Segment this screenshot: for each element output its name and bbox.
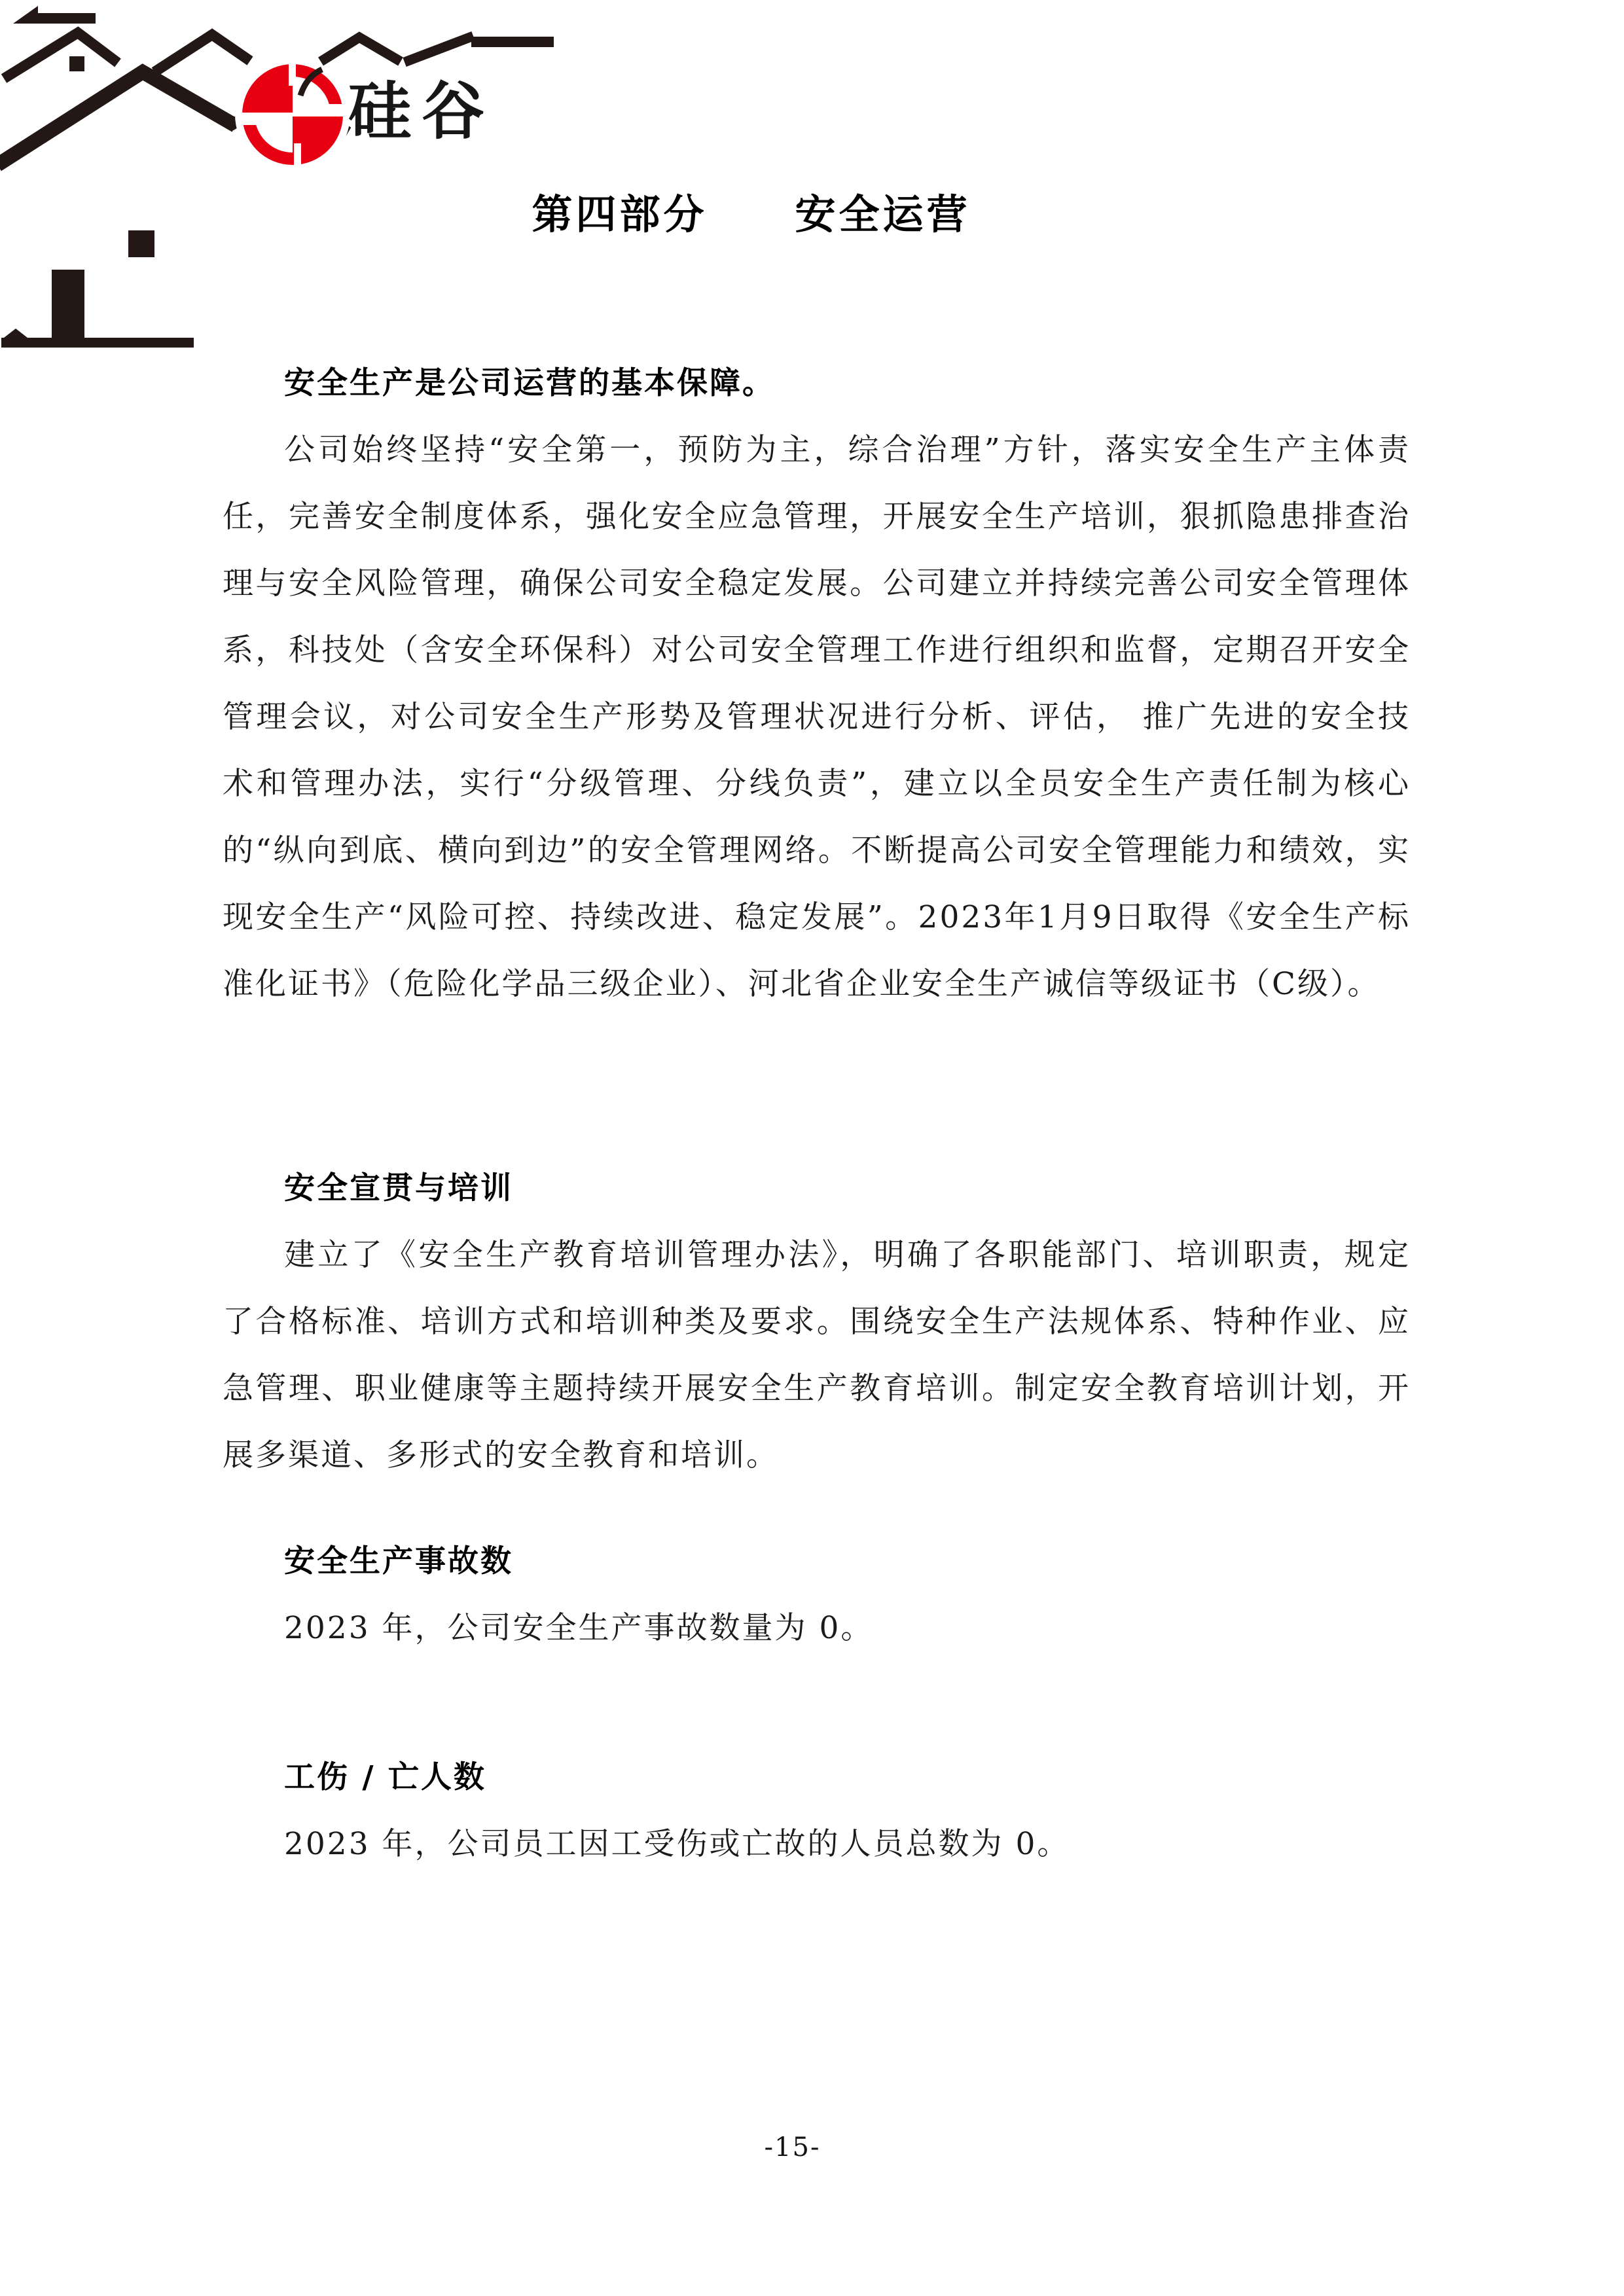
section-paragraph-training: 建立了《安全生产教育培训管理办法》，明确了各职能部门、培训职责，规定了合格标准、培训方式和培训种类及要求。围绕安全生产法规体系、特种作业、应急管理、职业健康等主题持续开展安全生产教育培训。制定安全教育培训计划，开展多渠道、多形式的安全教育和培训。 (223, 1237, 1411, 1473)
document-body (223, 350, 1411, 1878)
section-heading-training: 安全宣贯与培训 (284, 1170, 513, 1206)
company-logo (0, 0, 589, 367)
section-heading-injuries: 工伤 / 亡人数 (284, 1759, 486, 1795)
lead-heading: 安全生产是公司运营的基本保障。 (284, 365, 775, 401)
section-paragraph-injuries: 2023 年，公司员工因工受伤或亡故的人员总数为 0。 (284, 1826, 1070, 1862)
lead-paragraph: 公司始终坚持“安全第一，预防为主，综合治理”方针，落实安全生产主体责任，完善安全制度体系，强化安全应急管理，开展安全生产培训，狠抓隐患排查治理与安全风险管理，确保公司安全稳定发展。公司建立并持续完善公司安全管理体系，科技处（含安全环保科）对公司安全管理工作进行组织和监督，定期召开安全管理会议，对公司安全生产形势及管理状况进行分析、评估， 推广先进的安全技术和管理办法，实行“分级管理、分线负责”，建立以全员安全生产责任制为核心的“纵向到底、横向到边”的安全管理网络。不断提高公司安全管理能力和绩效，实现安全生产“风险可控、持续改进、稳定发展”。2023年1月9日取得《安全生产标准化证书》（危险化学品三级企业）、河北省企业安全生产诚信等级证书（C级）。 (223, 432, 1411, 1002)
section-paragraph-accidents: 2023 年，公司安全生产事故数量为 0。 (284, 1610, 874, 1646)
rooftops-logo-icon (0, 0, 589, 367)
company-logo-text: 硅谷 (348, 75, 495, 148)
page-title: 第四部分 安全运营 (532, 190, 971, 238)
page-number: -15- (764, 2132, 821, 2162)
section-heading-accidents: 安全生产事故数 (284, 1543, 513, 1579)
